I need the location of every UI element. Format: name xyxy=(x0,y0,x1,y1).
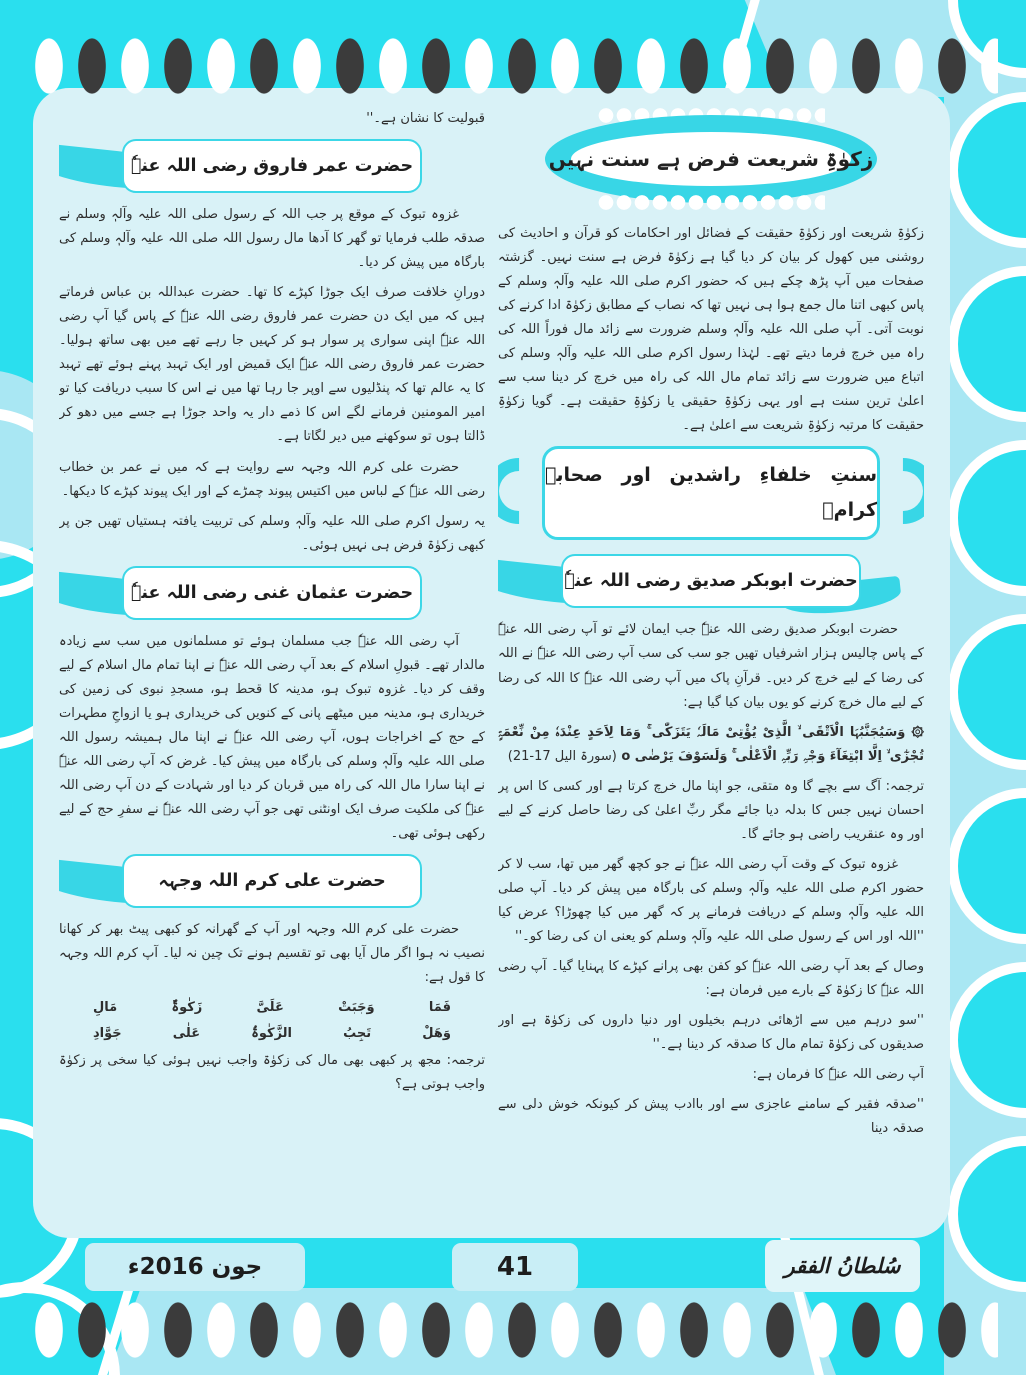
quotation: ''سو درہم میں سے اڑھائی درہم بخیلوں اور دنیا داروں کی زکوٰۃ ہے اور صدیقوں کی زکوٰۃ تمام مال کا صدقہ کر دینا ہے۔'' xyxy=(498,1013,924,1053)
two-column-layout xyxy=(33,88,950,1238)
paragraph: زکوٰۃِ شریعت اور زکوٰۃِ حقیقت کے فضائل اور احکامات کو قرآن و احادیث کی روشنی میں کھول کر بیان کر دیا گیا ہے زکوٰۃ فرض ہے سنت نہیں۔ گزشتہ صفحات میں آپ پڑھ چکے ہیں کہ حضور اکرم صلی اللہ علیہ وآلہٖ وسلم کے پاس کبھی اتنا مال جمع ہوا ہی نہیں تھا کہ نصاب کے مطابق زکوٰۃ ادا کرنے کی نوبت آتی۔ آپ صلی اللہ علیہ وآلہٖ وسلم ضرورت سے زائد مال فوراً اللہ کی راہ میں خرچ فرما دیتے تھے۔ لہٰذا رسول اکرم صلی اللہ علیہ وآلہٖ وسلم کی اتباع میں ضرورت سے زائد تمام مال اللہ کی راہ میں خرچ کر دینا سب سے اعلیٰ ترین سنت ہے اور یہی زکوٰۃِ حقیقی یا زکوٰۃِ حقیقت ہے۔ گویا زکوٰۃِ حقیقت کا مرتبہ زکوٰۃِ شریعت سے اعلیٰ ہے۔ xyxy=(498,226,924,434)
paragraph: حضرت ابوبکر صدیق رضی اللہ عنہٗ جب ایمان لائے تو آپ رضی اللہ عنہٗ کے پاس چالیس ہزار اشرفیاں تھیں جو سب کی سب آپ رضی اللہ عنہٗ نے اللہ کی رضا کے لیے خرچ کر دیں۔ قرآنِ پاک میں آپ رضی اللہ عنہٗ کا اللہ کی رضا کے لیے مال خرچ کرنے کو یوں بیان کیا گیا ہے: xyxy=(498,622,924,710)
dots-border-bottom xyxy=(28,1301,998,1359)
article-title: زکوٰۃِ شریعت فرض ہے سنت نہیں xyxy=(548,146,874,171)
quran-verse-text: ۞ وَسَیُجَنَّبُہَا الْاَتْقَی ۙ الَّذِیْ یُؤْتِیْ مَالَہٗ یَتَزَکّٰی ۚ وَمَا لِاَحَدٍ عِنْدَہٗ مِنْ نِّعْمَۃٍ تُجْزٰٓی ۙ اِلَّا ابْتِغَآءَ وَجْہِ رَبِّہِ الْاَعْلٰی ۚ وَلَسَوْفَ یَرْضٰی o xyxy=(498,724,924,764)
quran-verse xyxy=(498,721,924,769)
continuation-line: قبولیت کا نشان ہے۔'' xyxy=(366,111,485,126)
section-heading-text: سنتِ خلفاءِ راشدین اور صحابہ کرامؓ xyxy=(542,446,880,540)
paragraph: وصال کے بعد آپ رضی اللہ عنہٗ کو کفن بھی پرانے کپڑے کا پہنایا گیا۔ آپ رضی اللہ عنہٗ کا زکوٰۃ کے بارے میں فرمان ہے: xyxy=(498,959,924,999)
issue-date: جون 2016ء xyxy=(85,1243,305,1291)
poetry-line: فَمَا وَجَبَتْ عَلَیَّ زَکٰوۃٌ مَالِ xyxy=(93,1000,451,1016)
subsection-heading-umar xyxy=(122,139,422,193)
paragraph: حضرت علی کرم اللہ وجہہ سے روایت ہے کہ میں نے عمر بن خطاب رضی اللہ عنہٗ کے لباس میں اکتیس پیوند چمڑے کے اور ایک پیوند کپڑے کا دیکھا۔ xyxy=(59,459,485,499)
poetry-line: وَھَلْ تَجِبُ الزَّکٰوۃُ عَلٰی جَوَّادِ xyxy=(93,1026,451,1042)
page-number: 41 xyxy=(452,1243,578,1291)
right-column xyxy=(498,104,924,1228)
quotation: ''صدقہ فقیر کے سامنے عاجزی سے اور باادب پیش کر کیونکہ خوش دلی سے صدقہ دینا xyxy=(498,1097,924,1137)
verse-translation: ترجمہ: آگ سے بچے گا وہ متقی، جو اپنا مال خرچ کرتا ہے اور کسی کا اس پر احسان نہیں جس کا بدلہ دیا جائے مگر ربِّ اعلیٰ کی رضا حاصل کرنے کے لیے اور وہ عنقریب راضی ہو جائے گا۔ xyxy=(498,778,924,842)
dots-border-top xyxy=(28,37,998,95)
paragraph: غزوہ تبوک کے موقع پر جب اللہ کے رسول صلی اللہ علیہ وآلہٖ وسلم نے صدقہ طلب فرمایا تو گھر کا آدھا مال رسول اللہ صلی اللہ علیہ وآلہٖ وسلم کی بارگاہ میں پیش کر دیا۔ xyxy=(59,207,485,271)
paragraph: حضرت علی کرم اللہ وجہہ اور آپ کے گھرانہ کو کبھی پیٹ بھر کر کھانا نصیب نہ ہوا اگر مال آیا بھی تو تقسیم ہونے تک چین نہ لیا۔ آپ کرم اللہ وجہہ کا قول ہے: xyxy=(59,922,485,986)
left-column xyxy=(59,104,485,1228)
subsection-heading-text: حضرت ابوبکر صدیق رضی اللہ عنہٗ xyxy=(561,554,861,608)
paragraph: یہ رسول اکرم صلی اللہ علیہ وآلہٖ وسلم کی تربیت یافتہ ہستیاں تھیں جن پر کبھی زکوٰۃ فرض ہی نہیں ہوئی۔ xyxy=(59,513,485,553)
main-heading-bubble xyxy=(545,108,877,210)
quran-verse-reference: (سورۃ الیل 17-21) xyxy=(507,748,617,764)
paragraph: غزوہ تبوک کے وقت آپ رضی اللہ عنہٗ نے جو کچھ گھر میں تھا، سب لا کر حضور اکرم صلی اللہ علیہ وآلہٖ وسلم کی بارگاہ میں پیش کر دیا۔ آپ صلی اللہ علیہ وآلہٖ وسلم کے دریافت فرمانے پر کہ گھر میں کیا چھوڑا؟ عرض کیا ''اللہ اور اس کے رسول صلی اللہ علیہ وآلہٖ وسلم کو یعنی ان کی رضا کو۔'' xyxy=(498,856,924,944)
subsection-heading-text: حضرت عثمان غنی رضی اللہ عنہٗ xyxy=(122,566,422,620)
magazine-logo: سُلطانُ الفقر xyxy=(765,1240,920,1292)
section-heading xyxy=(498,446,924,540)
content-panel xyxy=(33,88,950,1238)
paragraph: دورانِ خلافت صرف ایک جوڑا کپڑے کا تھا۔ حضرت عبداللہ بن عباس فرماتے ہیں کہ میں ایک دن حضرت عمر فاروق رضی اللہ عنہٗ کے پاس گیا آپ رضی اللہ عنہٗ اپنی سواری پر سوار ہو کر کہیں جا رہے تھے میں بھی ساتھ ہولیا۔ حضرت عمر فاروق رضی اللہ عنہٗ ایک قمیض اور ایک تہبد پہنے ہوئے تھے تہبد کا یہ عالم تھا کہ پنڈلیوں سے اوپر جا رہا تھا میں نے اس کا سبب دریافت کیا تو امیر المومنین فرمانے لگے اس کا ذمے دار یہ واحد جوڑا ہے جسے میں دھو کر ڈالتا ہوں تو سوکھنے میں دیر لگاتا ہے۔ xyxy=(59,285,485,445)
subsection-heading-text: حضرت علی کرم اللہ وجہہ xyxy=(122,854,422,908)
subsection-heading-abubakr xyxy=(561,554,861,608)
poetry-translation: ترجمہ: مجھ پر کبھی بھی مال کی زکوٰۃ واجب نہیں ہوئی کیا سخی پر زکوٰۃ واجب ہوتی ہے؟ xyxy=(59,1053,485,1093)
subsection-heading-text: حضرت عمر فاروق رضی اللہ عنہٗ xyxy=(122,139,422,193)
subsection-heading-ali xyxy=(122,854,422,908)
paragraph: آپ رضی اللہ عنہٗ جب مسلمان ہوئے تو مسلمانوں میں سب سے زیادہ مالدار تھے۔ قبولِ اسلام کے بعد آپ رضی اللہ عنہٗ نے اپنا تمام مال اسلام کے لیے وقف کر دیا۔ غزوہ تبوک ہو، مدینہ کا قحط ہو، مسجدِ نبوی کی زمین کی خریداری ہو، مدینہ میں میٹھے پانی کے کنویں کی خریداری ہو یا ازواجِ مطہرات کے حج کے اخراجات ہوں، آپ رضی اللہ عنہٗ نے اپنا مال ہمیشہ رسول اللہ صلی اللہ علیہ وآلہٖ وسلم کی بارگاہ میں پیش کیا۔ غرض کہ آپ رضی اللہ عنہٗ نے اپنا سارا مال اللہ کی راہ میں قربان کر دیا اور شہادت کے دن آپ رضی اللہ عنہٗ کی ملکیت صرف ایک اونٹنی تھی جو آپ رضی اللہ عنہٗ نے سفرِ حج کے لیے رکھی ہوئی تھی۔ xyxy=(59,633,485,842)
paragraph: آپ رضی اللہ عنہٗ کا فرمان ہے: xyxy=(752,1067,924,1083)
subsection-heading-usman xyxy=(122,566,422,620)
